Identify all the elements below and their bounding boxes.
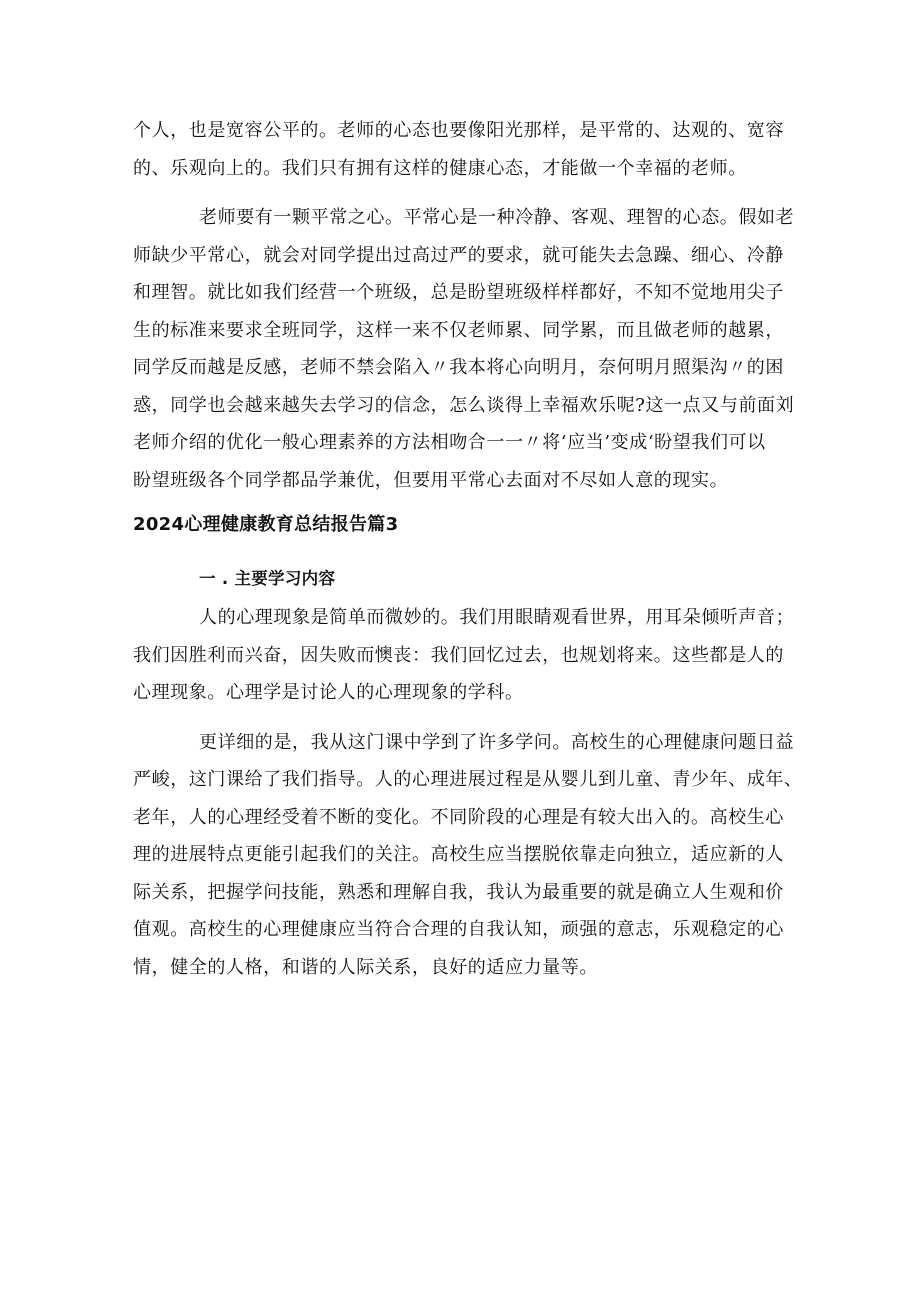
document-page [133,112,801,998]
paragraph-1 [133,112,801,187]
paragraph-line: 际关系，把握学问技能，熟悉和理解自我，我认为最重要的就是确立人生观和价 [133,881,784,903]
paragraph-line: 值观。高校生的心理健康应当符合合理的自我认知，顽强的意志，乐观稳定的心 [133,919,784,940]
paragraph-line: 个人，也是宽容公平的。老师的心态也要像阳光那样，是平常的、达观的、宽容 [133,120,784,141]
paragraph-3 [133,599,801,712]
paragraph-line: 严峻，这门课给了我们指导。人的心理进展过程是从婴儿到儿童、青少年、成年、 [133,769,803,790]
paragraph-line: 理的进展特点更能引起我们的关注。高校生应当摆脱依靠走向独立，适应新的人 [133,844,784,865]
paragraph-line: 老年，人的心理经受着不断的变化。不同阶段的心理是有较大出入的。高校生心 [133,806,784,828]
subsection-heading: 一 . 主要学习内容 [199,569,336,588]
paragraph-line: 情，健全的人格，和谐的人际关系，良好的适应力量等。 [133,956,598,978]
paragraph-line: 更详细的是，我从这门课中学到了许多学问。高校生的心理健康问题日益 [199,731,795,753]
paragraph-line: 我们因胜利而兴奋，因失败而懊丧：我们回忆过去，也规划将来。这些都是人的 [133,644,784,666]
paragraph-4 [133,724,801,987]
paragraph-line: 同学反而越是反感，老师不禁会陷入〃我本将心向明月，奈何明月照渠沟〃的困 [133,357,784,378]
paragraph-line: 老师介绍的优化一般心理素养的方法相吻合一一〃将‘应当’变成‘盼望我们可以 [133,432,766,453]
paragraph-line: 和理智。就比如我们经营一个班级，总是盼望班级样样都好，不知不觉地用尖子 [133,282,784,303]
paragraph-line: 师缺少平常心，就会对同学提出过高过严的要求，就可能失去急躁、细心、冷静 [133,244,784,266]
paragraph-2 [133,199,801,499]
paragraph-line: 惑，同学也会越来越失去学习的信念，怎么谈得上幸福欢乐呢?这一点又与前面刘 [133,394,795,416]
paragraph-line: 人的心理现象是简单而微妙的。我们用眼睛观看世界，用耳朵倾听声音； [199,607,795,628]
paragraph-line: 老师要有一颗平常之心。平常心是一种冷静、客观、理智的心态。假如老 [199,207,795,228]
paragraph-line: 生的标准来要求全班同学，这样一来不仅老师累、同学累，而且做老师的越累， [133,319,784,341]
paragraph-line: 盼望班级各个同学都品学兼优，但要用平常心去面对不尽如人意的现实。 [133,469,729,491]
paragraph-line: 心理现象。心理学是讨论人的心理现象的学科。 [133,682,524,703]
section-heading: 2024心理健康教育总结报告篇3 [133,514,399,535]
paragraph-line: 的、乐观向上的。我们只有拥有这样的健康心态，才能做一个幸福的老师。 [133,157,747,179]
